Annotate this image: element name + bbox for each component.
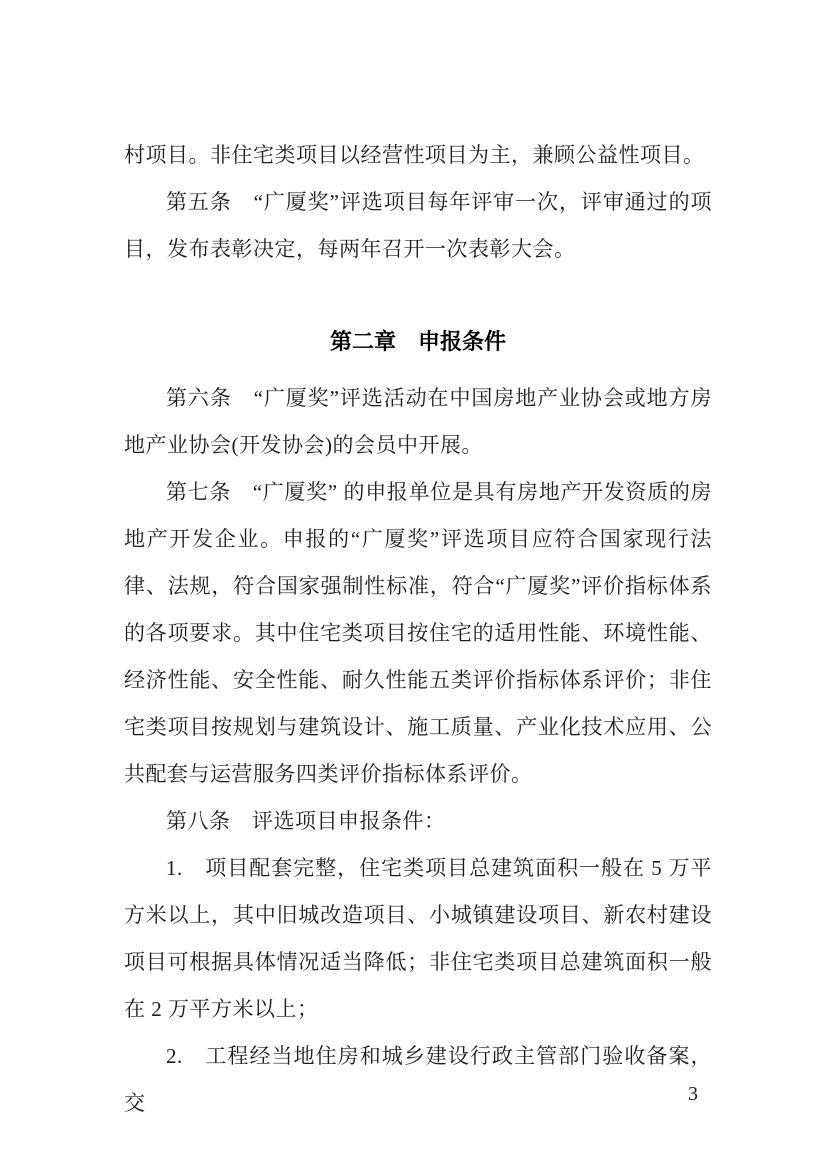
document-content <box>124 132 712 1127</box>
numbered-item-1: 1. 项目配套完整，住宅类项目总建筑面积一般在 5 万平方米以上，其中旧城改造项目、小城镇建设项目、新农村建设项目可根据具体情况适当降低；非住宅类项目总建筑面积一般在 2 万平方米以上； <box>124 856 712 1021</box>
page-number: 3 <box>688 1083 698 1105</box>
paragraph-article-7: 第七条 “广厦奖” 的申报单位是具有房地产开发资质的房地产开发企业。申报的“广厦奖”评选项目应符合国家现行法律、法规，符合国家强制性标准，符合“广厦奖”评价指标体系的各项要求。其中住宅类项目按住宅的适用性能、环境性能、经济性能、安全性能、耐久性能五类评价指标体系评价；非住宅类项目按规划与建筑设计、施工质量、产业化技术应用、公共配套与运营服务四类评价指标体系评价。 <box>124 480 712 786</box>
paragraph-article-5: 第五条 “广厦奖”评选项目每年评审一次，评审通过的项目，发布表彰决定，每两年召开一次表彰大会。 <box>124 190 712 261</box>
numbered-item-2: 2. 工程经当地住房和城乡建设行政主管部门验收备案，交 <box>124 1044 712 1115</box>
chapter-heading: 第二章 申报条件 <box>329 329 506 354</box>
paragraph-article-8: 第八条 评选项目申报条件： <box>166 809 446 833</box>
paragraph-continuation: 村项目。非住宅类项目以经营性项目为主，兼顾公益性项目。 <box>124 143 705 167</box>
paragraph-article-6: 第六条 “广厦奖”评选活动在中国房地产业协会或地方房地产业协会(开发协会)的会员中开展。 <box>124 386 712 457</box>
